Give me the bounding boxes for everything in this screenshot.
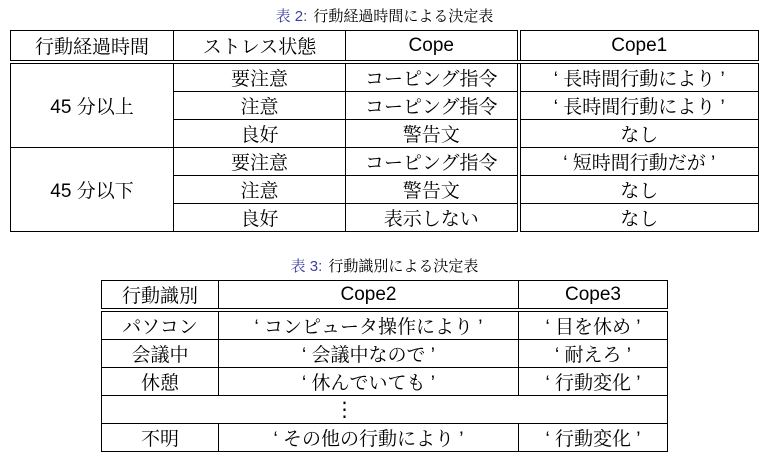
table-row — [102, 310, 668, 340]
table-row — [102, 340, 668, 368]
cell: 会議中 — [102, 340, 219, 368]
table-row — [11, 31, 759, 63]
cell: ‘ 会議中なので ’ — [219, 340, 519, 368]
table-row — [11, 148, 759, 176]
cell: 休憩 — [102, 368, 219, 396]
table-row — [102, 281, 668, 311]
cell: 良好 — [174, 204, 346, 232]
table2-caption — [0, 0, 769, 26]
header-cell: Cope1 — [519, 31, 759, 63]
cell: パソコン — [102, 310, 219, 340]
header-cell: Cope3 — [519, 281, 668, 311]
table-row — [102, 368, 668, 396]
cell: ‘ 長時間行動により ’ — [519, 92, 759, 120]
cell: なし — [519, 120, 759, 148]
cell: 良好 — [174, 120, 346, 148]
cell: 要注意 — [174, 62, 346, 92]
cell: ‘ その他の行動により ’ — [219, 424, 519, 452]
cell: コーピング指令 — [346, 148, 519, 176]
cell: 警告文 — [346, 176, 519, 204]
cell: ‘ 行動変化 ’ — [519, 368, 668, 396]
cell: 要注意 — [174, 148, 346, 176]
cell: 警告文 — [346, 120, 519, 148]
table3-caption-label: 表 3: — [290, 258, 323, 275]
cell: ‘ 行動変化 ’ — [519, 424, 668, 452]
header-cell: ストレス状態 — [174, 31, 346, 63]
header-cell: Cope — [346, 31, 519, 63]
cell: 表示しない — [346, 204, 519, 232]
header-cell: 行動識別 — [102, 281, 219, 311]
ellipsis-cell — [102, 396, 668, 424]
group-label-cell: 45 分以上 — [11, 62, 174, 148]
vertical-dots: ⋮ — [334, 399, 355, 421]
cell: ‘ 休んでいても ’ — [219, 368, 519, 396]
cell: 注意 — [174, 92, 346, 120]
cell: 注意 — [174, 176, 346, 204]
table-elapsed-time-decision — [10, 30, 759, 232]
cell: コーピング指令 — [346, 62, 519, 92]
table3-caption — [0, 232, 769, 276]
table-row — [102, 396, 668, 424]
table2-caption-text: 行動経過時間による決定表 — [313, 8, 494, 25]
cell: ‘ 長時間行動により ’ — [519, 62, 759, 92]
cell: なし — [519, 176, 759, 204]
header-cell: 行動経過時間 — [11, 31, 174, 63]
table-row — [11, 62, 759, 92]
cell: 不明 — [102, 424, 219, 452]
cell: ‘ 耐えろ ’ — [519, 340, 668, 368]
cell: ‘ 目を休め ’ — [519, 310, 668, 340]
group-label-cell: 45 分以下 — [11, 148, 174, 232]
header-cell: Cope2 — [219, 281, 519, 311]
cell: ‘ 短時間行動だが ’ — [519, 148, 759, 176]
table3-caption-text: 行動識別による決定表 — [328, 258, 479, 275]
cell: ‘ コンピュータ操作により ’ — [219, 310, 519, 340]
cell: なし — [519, 204, 759, 232]
table-row — [102, 424, 668, 452]
table-action-id-decision — [101, 280, 668, 452]
table2-caption-label: 表 2: — [275, 8, 308, 25]
cell: コーピング指令 — [346, 92, 519, 120]
